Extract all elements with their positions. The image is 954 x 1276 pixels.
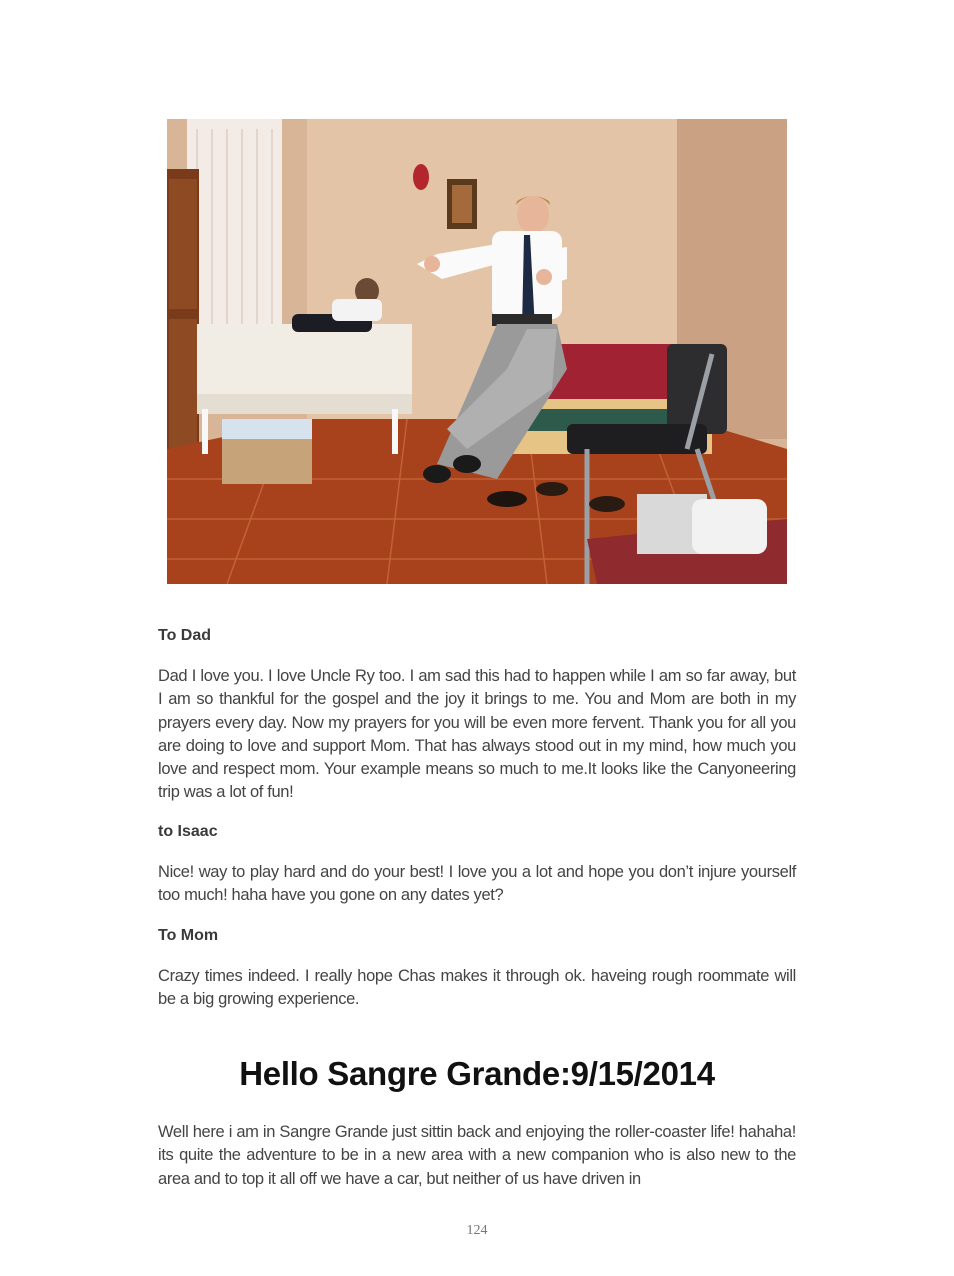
section-heading-to-dad: To Dad xyxy=(158,627,212,644)
section-body-to-isaac: Nice! way to play hard and do your best! I love you a lot and hope you don’t injure yourself too much! haha have you gone on any dates yet? xyxy=(158,863,796,905)
section-body-to-mom: Crazy times indeed. I really hope Chas makes it through ok. haveing rough roommate will be a big growing experience. xyxy=(158,967,796,1009)
missionary-bedroom-photo xyxy=(167,119,787,584)
section-heading-to-isaac: to Isaac xyxy=(158,823,218,840)
section-body-to-dad: Dad I love you. I love Uncle Ry too. I am sad this had to happen while I am so far away, but I am so thankful for the gospel and the joy it brings to me. You and Mom are both in my prayers every day. Now my prayers for you will be even more fervent. Thank you for all you are doing to love and support Mom. That has always stood out in my mind, how much you love and respect mom. Your example means so much to me.It looks like the Canyoneering trip was a lot of fun! xyxy=(158,667,796,802)
chapter-intro-paragraph: Well here i am in Sangre Grande just sittin back and enjoying the roller-coaster life! hahaha! its quite the adventure to be in a new area with a new companion who is also new to the area and to top it all off we have a car, but neither of us have driven in xyxy=(158,1123,796,1188)
page-number: 124 xyxy=(466,1223,488,1238)
section-heading-to-mom: To Mom xyxy=(158,927,219,944)
chapter-title: Hello Sangre Grande:9/15/2014 xyxy=(239,1055,715,1092)
